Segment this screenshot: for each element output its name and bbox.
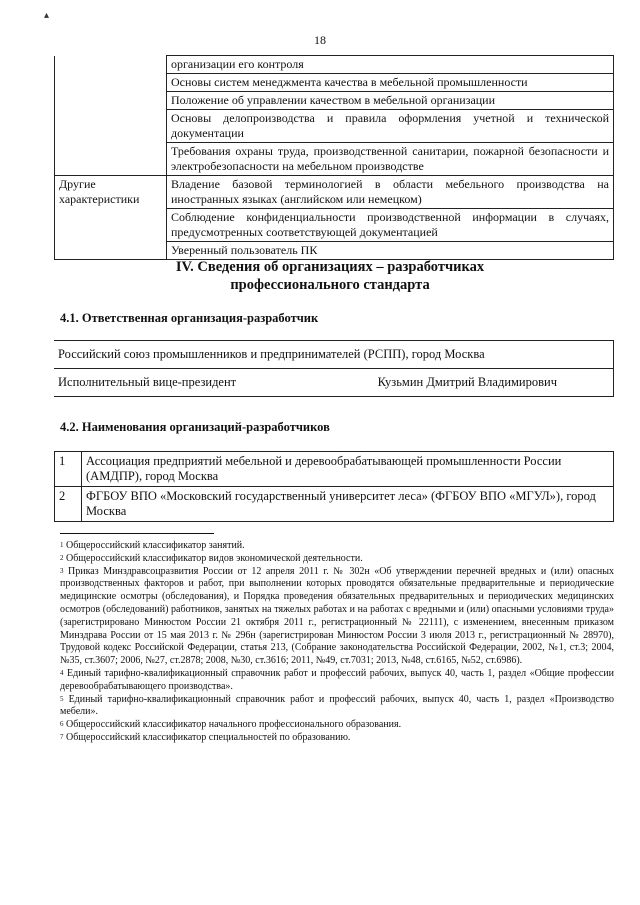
table-row [54,341,614,369]
table-row [55,487,614,522]
other-characteristics-label: Другие характеристики [55,176,167,260]
responsible-org-table [54,340,614,397]
scan-mark: ▴ [44,10,50,21]
table-cell: Основы делопроизводства и правила оформления учетной и технической документации [167,110,614,143]
table-row [55,176,614,209]
footnotes [60,540,614,745]
section-title-line: IV. Сведения об организациях – разработчиках [175,259,485,275]
subsection-heading: 4.2. Наименования организаций-разработчиков [60,420,330,434]
table-cell: Положение об управлении качеством в мебельной организации [167,92,614,110]
row-number: 1 [55,452,82,487]
table-cell: Основы систем менеджмента качества в мебельной промышленности [167,74,614,92]
table-cell: Владение базовой терминологией в области мебельного производства на иностранных языках (английском или немецком) [167,176,614,209]
footnote: $^7$ Общероссийский классификатор специальностей по образованию. [60,731,351,743]
table-row [54,369,614,397]
empty-cell [55,56,167,176]
page-number: 18 [314,33,326,47]
signatory-cell [54,369,614,397]
table-row [55,452,614,487]
row-number: 2 [55,487,82,522]
table-row [55,56,614,74]
footnote: $^4$ Единый тарифно-квалификационный справочник работ и профессий рабочих, выпуск 40, часть 1, раздел «Общие профессии деревообрабатывающего производства». [60,667,614,692]
subsection-heading: 4.1. Ответственная организация-разработчик [60,311,319,325]
position: Исполнительный вице-президент [58,375,237,389]
table-cell: Уверенный пользователь ПК [167,242,614,260]
skills-table [54,55,614,260]
footnote: $^3$ Приказ Минздравсоцразвития России от 12 апреля 2011 г. № 302н «Об утверждении перечней вредных и (или) опасных производственных факторов и работ, при выполнении которых проводятся обязательные предварительные и периодические медицинские осмотры (обследования), и Порядка проведения обязательных предварительных и периодических медицинских осмотров (обследований) работников, занятых на тяжелых работах и на работах с вредными и (или) опасными условиями труда» (зарегистрировано Минюстом России 21 октября 2011 г., регистрационный № 22111), с изменением, внесенным приказом Минздрава России от 15 мая 2013 г. № 296н (зарегистрирован Минюстом России 3 июля 2013 г., регистрационный № 28970), Трудовой кодекс Российской Федерации, статья 213, (Собрание законодательства Российской Федерации, 2002, №1, ст.3; 2004, №35, ст.3607; 2006, №27, ст.2878; 2008, №30, ст.3616; 2011, №49, ст.7031; 2013, №48, ст.6165, №52, ст.6986). [60,565,614,667]
footnote: $^6$ Общероссийский классификатор начального профессионального образования. [60,719,402,731]
person-name: Кузьмин Дмитрий Владимирович [377,375,557,389]
section-title-line: профессионального стандарта [230,277,430,293]
table-cell: организации его контроля [167,56,614,74]
developer-name: Ассоциация предприятий мебельной и деревообрабатывающей промышленности России (АМДПР), город Москва [82,452,614,487]
developer-name: ФГБОУ ВПО «Московский государственный университет леса» (ФГБОУ ВПО «МГУЛ»), город Москва [82,487,614,522]
footnote: $^1$ Общероссийский классификатор занятий. [60,540,245,551]
footnote-separator [60,533,214,534]
org-name: Российский союз промышленников и предпринимателей (РСПП), город Москва [54,341,614,369]
developers-table [54,451,614,522]
table-cell: Требования охраны труда, производственной санитарии, пожарной безопасности и электробезопасности на мебельном производстве [167,143,614,176]
footnote: $^5$ Единый тарифно-квалификационный справочник работ и профессий рабочих, выпуск 40, часть 1, раздел «Производство мебели». [60,693,615,718]
section-title [60,258,600,294]
footnote: $^2$ Общероссийский классификатор видов экономической деятельности. [60,552,363,564]
table-cell: Соблюдение конфиденциальности производственной информации в случаях, предусмотренных соответствующей документацией [167,209,614,242]
